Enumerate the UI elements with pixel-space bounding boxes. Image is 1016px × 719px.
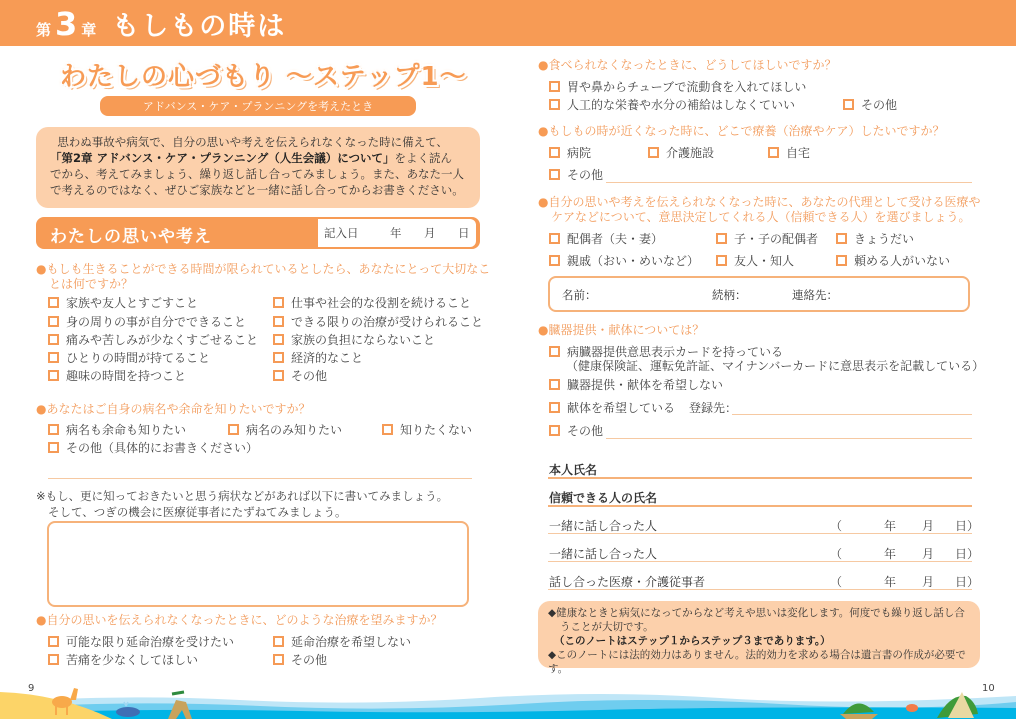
date-year: 年 xyxy=(884,547,897,561)
date-open: （ xyxy=(830,519,843,533)
page-number-right: 10 xyxy=(982,683,995,694)
option-spouse[interactable]: 配偶者（夫・妻） xyxy=(549,230,663,246)
chapter-suffix: 章 xyxy=(81,21,97,39)
checkbox[interactable] xyxy=(549,81,560,92)
option-relatives[interactable]: 親戚（おい・めいなど） xyxy=(549,252,699,268)
date-year: 年 xyxy=(884,519,897,533)
section-title: わたしの思いや考え xyxy=(50,227,212,247)
subtitle-pill: アドバンス・ケア・プランニングを考えたとき xyxy=(100,96,416,116)
option-other[interactable]: その他 xyxy=(273,367,327,383)
checkbox[interactable] xyxy=(549,425,560,436)
option-donation-other[interactable]: その他 xyxy=(549,422,603,438)
option-no-life-prolonging[interactable]: 延命治療を希望しない xyxy=(273,633,411,649)
option-feeding-other[interactable]: その他 xyxy=(843,96,897,112)
checkbox[interactable] xyxy=(273,334,284,345)
option-self-care[interactable]: 身の周りの事が自分でできること xyxy=(48,313,246,329)
option-care-facility[interactable]: 介護施設 xyxy=(648,144,714,160)
entry-month-label: 月 xyxy=(424,226,436,240)
intro-line: でから、考えてみましょう、繰り返し話し合ってみましょう。また、あなた一人 xyxy=(50,167,464,181)
option-know-both[interactable]: 病名も余命も知りたい xyxy=(48,421,186,437)
intro-line: 「第2章 アドバンス・ケア・プランニング（人生会議）について」をよく読ん xyxy=(50,151,452,165)
checkbox[interactable] xyxy=(843,99,854,110)
care-worker-line[interactable] xyxy=(548,589,972,590)
checkbox[interactable] xyxy=(382,424,393,435)
donor-card-note: （健康保険証、運転免許証、マイナンバーカードに意思表示を記載している） xyxy=(566,359,985,373)
option-do-not-know[interactable]: 知りたくない xyxy=(382,421,472,437)
question-organ-donation: ●臓器提供・献体については？ xyxy=(538,323,705,337)
checkbox[interactable] xyxy=(273,297,284,308)
chapter-prefix: 第 xyxy=(36,21,52,39)
checkbox[interactable] xyxy=(716,255,727,266)
discussed-person-label: 一緒に話し合った人 xyxy=(549,519,658,533)
chapter-number: 3 xyxy=(55,5,78,43)
option-body-donation[interactable]: 献体を希望している 登録先： xyxy=(549,399,737,415)
date-open: （ xyxy=(830,575,843,589)
page-number-left: 9 xyxy=(28,683,35,694)
checkbox[interactable] xyxy=(549,255,560,266)
question-care-location: ●もしもの時が近くなった時に、どこで療養（治療やケア）したいですか？ xyxy=(538,124,945,138)
checkbox[interactable] xyxy=(549,346,560,357)
checkbox[interactable] xyxy=(716,233,727,244)
donation-other-line[interactable] xyxy=(606,438,972,439)
option-hospital[interactable]: 病院 xyxy=(549,144,591,160)
checkbox[interactable] xyxy=(48,297,59,308)
date-month: 月 xyxy=(922,519,935,533)
checkbox[interactable] xyxy=(228,424,239,435)
trusted-name-line[interactable] xyxy=(548,505,972,507)
intro-line: 思わぬ事故や病気で、自分の思いや考えを伝えられなくなった時に備えて、 xyxy=(57,135,448,149)
checkbox[interactable] xyxy=(48,424,59,435)
option-work-role[interactable]: 仕事や社会的な役割を続けること xyxy=(273,294,471,310)
question-know-diagnosis: ●あなたはご自身の病名や余命を知りたいですか？ xyxy=(36,402,311,416)
question-important-things: ●もしも生きることができる時間が限られているとしたら、あなたにとって大切なこ とは何ですか？ xyxy=(36,262,491,291)
checkbox[interactable] xyxy=(273,636,284,647)
option-alone-time[interactable]: ひとりの時間が持てること xyxy=(48,349,210,365)
date-day: 日） xyxy=(955,547,980,561)
proxy-info-box[interactable] xyxy=(548,276,970,312)
intro-box xyxy=(36,127,480,208)
trusted-name-label: 信頼できる人の氏名 xyxy=(549,491,658,505)
location-other-line[interactable] xyxy=(606,182,972,183)
entry-day-label: 日 xyxy=(458,226,470,240)
entry-date-field[interactable] xyxy=(318,219,476,247)
question-treatment-wish: ●自分の思いを伝えられなくなったときに、どのような治療を望みますか？ xyxy=(36,613,443,627)
chapter-title xyxy=(36,4,286,43)
option-no-donation[interactable]: 臓器提供・献体を希望しない xyxy=(549,376,723,392)
option-home[interactable]: 自宅 xyxy=(768,144,810,160)
option-treatment-other[interactable]: その他 xyxy=(273,651,327,667)
option-less-suffering[interactable]: 苦痛を少なくしてほしい xyxy=(48,651,198,667)
checkbox[interactable] xyxy=(836,255,847,266)
memo-textarea[interactable] xyxy=(47,521,469,607)
option-friend[interactable]: 友人・知人 xyxy=(716,252,794,268)
date-month: 月 xyxy=(922,575,935,589)
registration-line[interactable] xyxy=(732,414,972,415)
step-title: わたしの心づもり ～ステップ1～ xyxy=(60,62,467,92)
date-year: 年 xyxy=(884,575,897,589)
section-header xyxy=(36,217,480,249)
intro-line: で考えるのではなく、ぜひご家族などと一緒に話し合ってからお書きください。 xyxy=(50,183,464,197)
self-name-label: 本人氏名 xyxy=(549,463,598,477)
checkbox[interactable] xyxy=(48,654,59,665)
option-no-artificial-nutrition[interactable]: 人工的な栄養や水分の補給はしなくていい xyxy=(549,96,795,112)
checkbox[interactable] xyxy=(273,654,284,665)
checkbox[interactable] xyxy=(48,442,59,453)
question-cannot-eat: ●食べられなくなったときに、どうしてほしいですか？ xyxy=(538,58,837,72)
entry-date-label: 記入日 xyxy=(324,226,359,240)
checkbox[interactable] xyxy=(48,334,59,345)
date-open: （ xyxy=(830,547,843,561)
option-other-specify[interactable]: その他（具体的にお書きください） xyxy=(48,439,258,455)
option-less-pain[interactable]: 痛みや苦しみが少なくすごせること xyxy=(48,331,258,347)
checkbox[interactable] xyxy=(273,352,284,363)
checkbox[interactable] xyxy=(48,370,59,381)
proxy-contact-label: 連絡先： xyxy=(792,288,838,302)
footer-sea-illustration xyxy=(0,680,1016,719)
option-no-one[interactable]: 頼める人がいない xyxy=(836,252,950,268)
option-financial[interactable]: 経済的なこと xyxy=(273,349,363,365)
option-not-burden-family[interactable]: 家族の負担にならないこと xyxy=(273,331,435,347)
option-tube-feeding[interactable]: 胃や鼻からチューブで流動食を入れてほしい xyxy=(549,78,806,94)
checkbox[interactable] xyxy=(549,169,560,180)
checkbox[interactable] xyxy=(48,636,59,647)
option-max-treatment[interactable]: できる限りの治療が受けられること xyxy=(273,313,483,329)
option-location-other[interactable]: その他 xyxy=(549,166,603,182)
date-month: 月 xyxy=(922,547,935,561)
option-life-prolonging[interactable]: 可能な限り延命治療を受けたい xyxy=(48,633,234,649)
self-name-line[interactable] xyxy=(548,477,972,479)
checkbox[interactable] xyxy=(648,147,659,158)
entry-year-label: 年 xyxy=(390,226,402,240)
checkbox[interactable] xyxy=(836,233,847,244)
checkbox[interactable] xyxy=(549,379,560,390)
option-family-friends[interactable]: 家族や友人とすごすこと xyxy=(48,294,198,310)
checkbox[interactable] xyxy=(768,147,779,158)
checkbox[interactable] xyxy=(549,402,560,413)
checkbox[interactable] xyxy=(549,233,560,244)
option-siblings[interactable]: きょうだい xyxy=(836,230,914,246)
care-worker-label: 話し合った医療・介護従事者 xyxy=(549,575,706,589)
date-day: 日） xyxy=(955,575,980,589)
discussed-person-line[interactable] xyxy=(548,533,972,534)
proxy-relation-label: 続柄： xyxy=(712,288,747,302)
checkbox[interactable] xyxy=(48,352,59,363)
discussed-person-label: 一緒に話し合った人 xyxy=(549,547,658,561)
chapter-heading: もしもの時は xyxy=(112,11,287,42)
option-child[interactable]: 子・子の配偶者 xyxy=(716,230,818,246)
discussed-person-line[interactable] xyxy=(548,561,972,562)
proxy-name-label: 名前： xyxy=(562,288,597,302)
option-donor-card[interactable]: 病臓器提供意思表示カードを持っている xyxy=(549,343,783,359)
checkbox[interactable] xyxy=(273,370,284,381)
checkbox[interactable] xyxy=(549,99,560,110)
memo-note: ※もし、更に知っておきたいと思う病状などがあれば以下に書いてみましょう。 そして、つぎの機会に医療従事者にたずねてみましょう。 xyxy=(36,489,449,519)
checkbox[interactable] xyxy=(549,147,560,158)
question-proxy-person: ●自分の思いや考えを伝えられなくなった時に、あなたの代理として受ける医療や ケアなどについて、意思決定してくれる人（信頼できる人）を選びましょう。 xyxy=(538,195,981,224)
date-day: 日） xyxy=(955,519,980,533)
checkbox[interactable] xyxy=(48,316,59,327)
info-box: ◆健康なときと病気になってからなど考えや思いは変化します。何度でも繰り返し話し合 うことが大切です。 （このノートはステップ１からステップ３まであります。） ◆このノートには法的効力はありません。法的効力を求める場合は遺言書の作成が必要です。 xyxy=(538,601,980,668)
option-hobby-time[interactable]: 趣味の時間を持つこと xyxy=(48,367,186,383)
checkbox[interactable] xyxy=(273,316,284,327)
other-write-line[interactable] xyxy=(48,478,472,479)
option-know-name-only[interactable]: 病名のみ知りたい xyxy=(228,421,342,437)
crab-icon xyxy=(906,704,918,712)
